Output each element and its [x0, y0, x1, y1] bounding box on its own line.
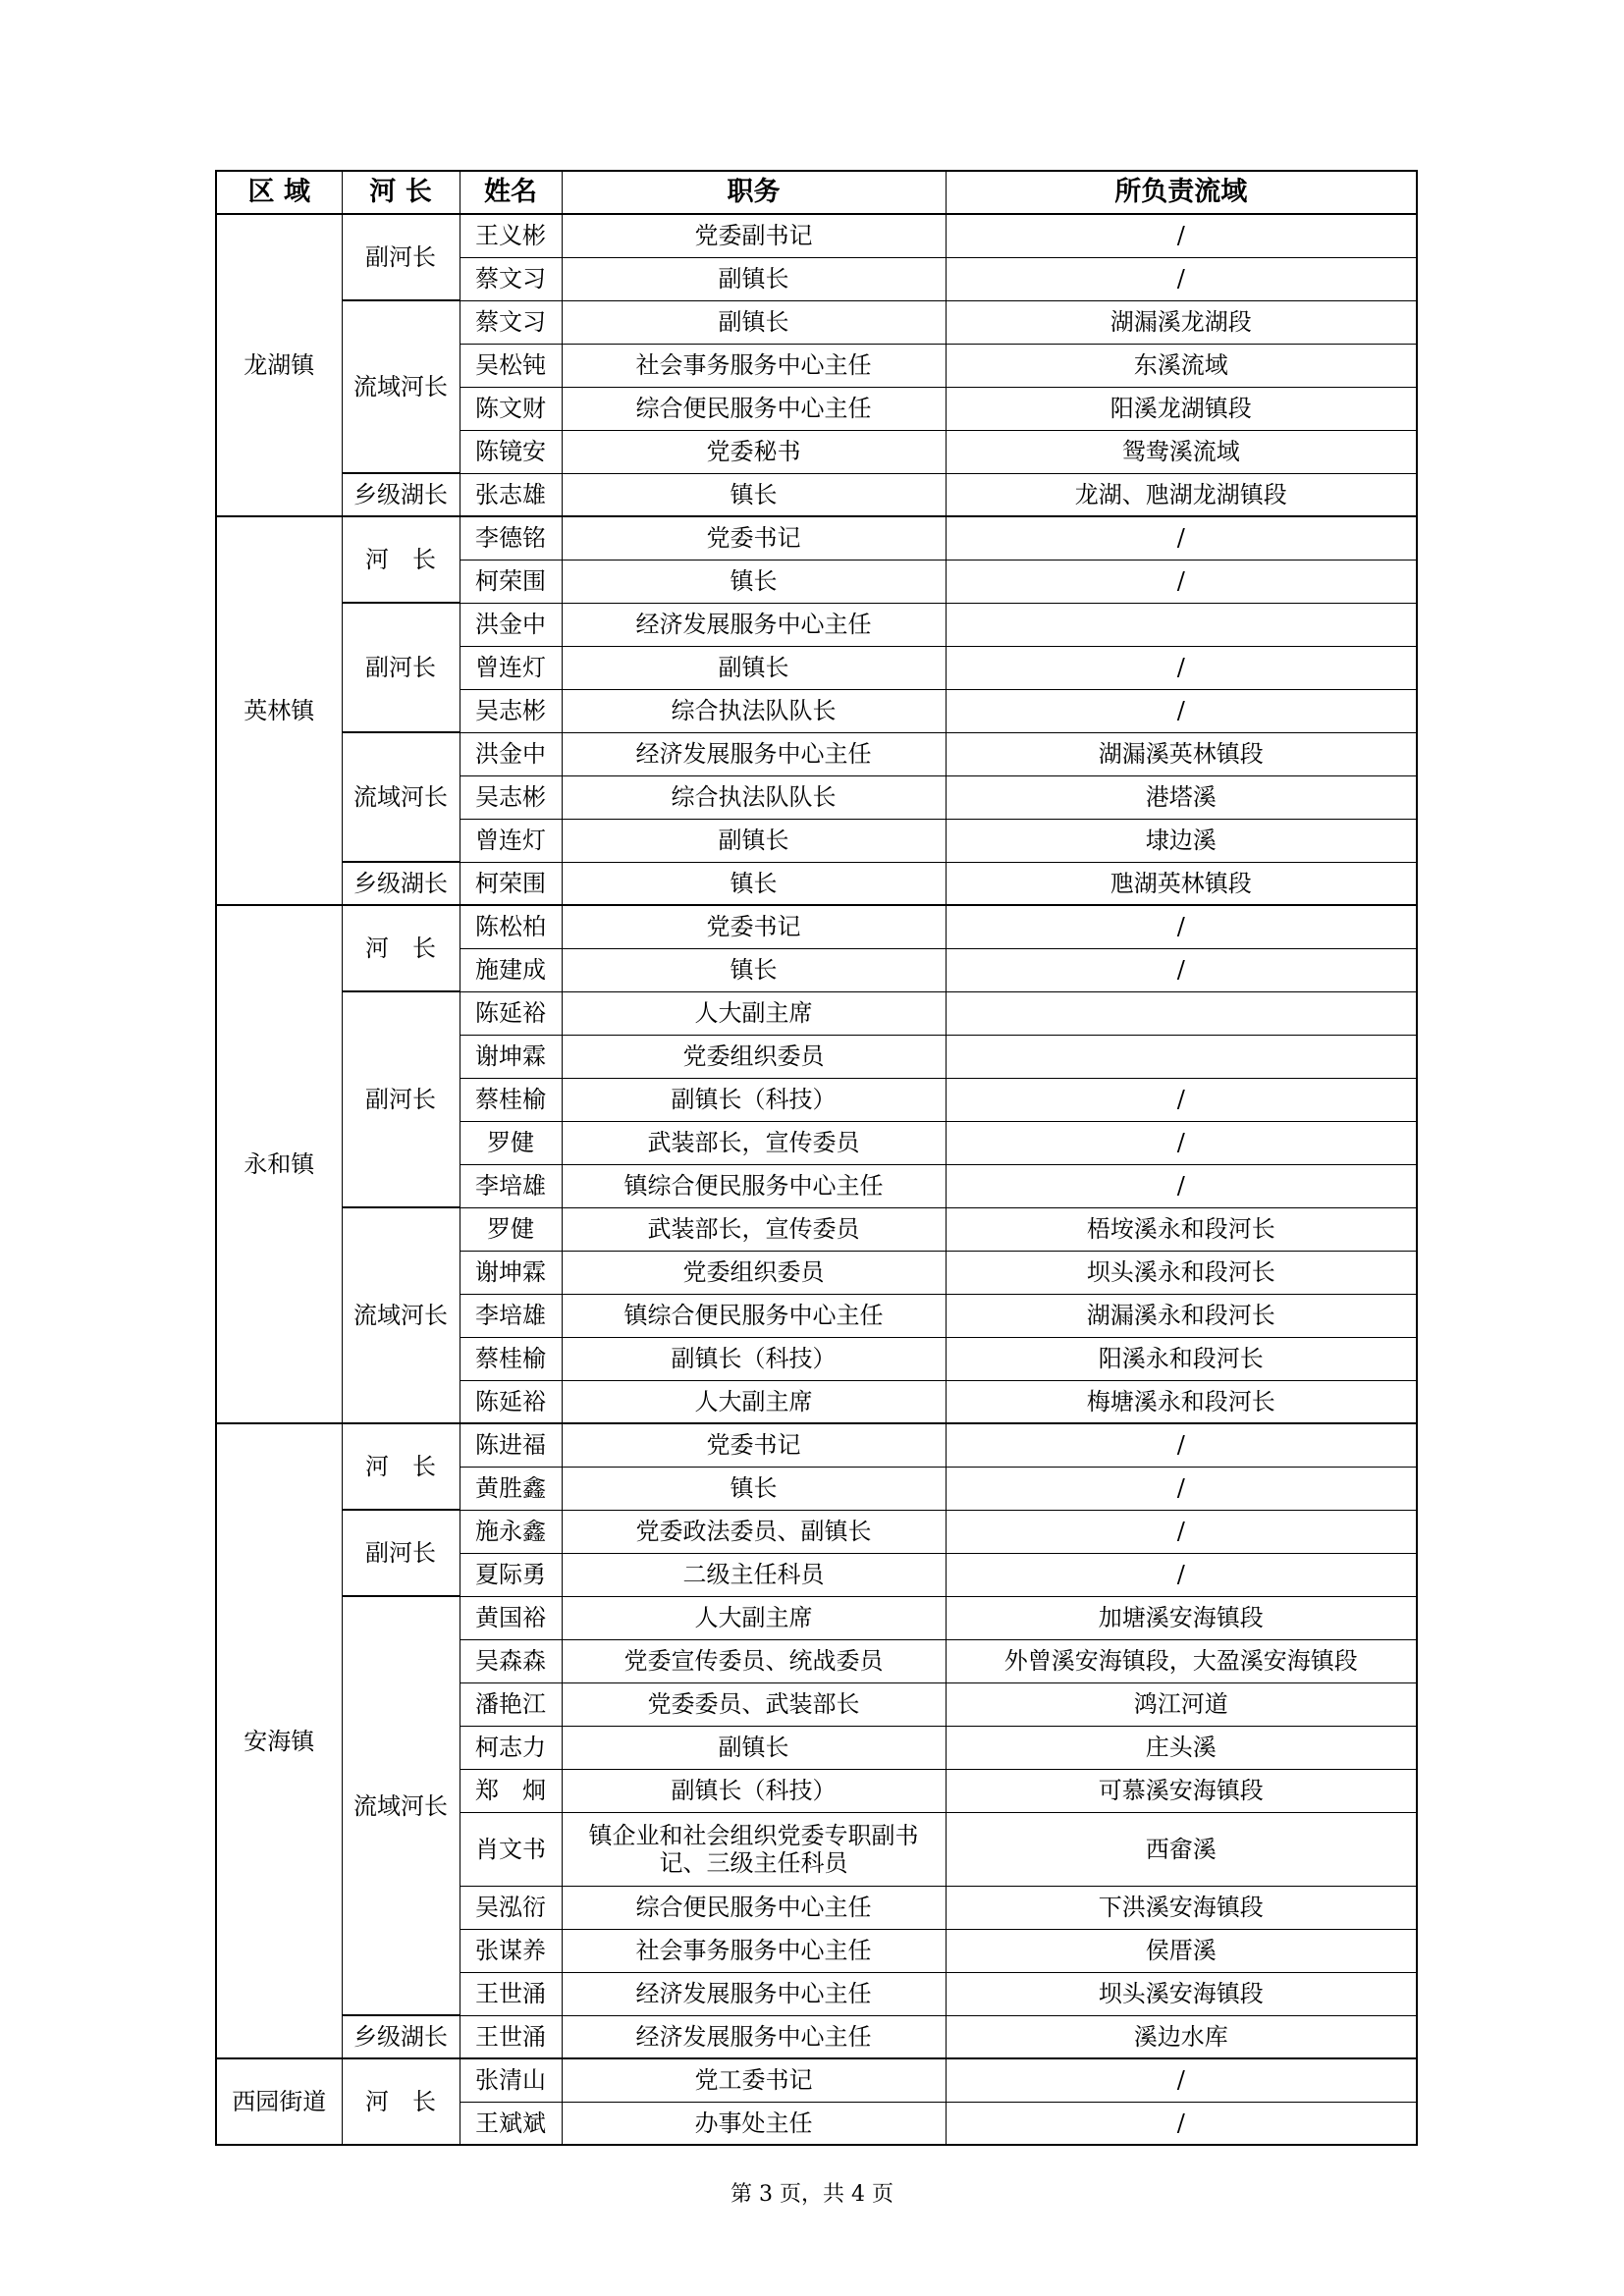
basin-cell: / — [946, 1467, 1417, 1510]
role-cell: 乡级湖长 — [342, 2015, 460, 2058]
basin-cell: 东溪流域 — [946, 344, 1417, 387]
name-cell: 陈松柏 — [460, 905, 562, 948]
position-cell: 副镇长 — [562, 257, 946, 300]
position-cell: 党委副书记 — [562, 214, 946, 257]
basin-cell: 外曾溪安海镇段，大盈溪安海镇段 — [946, 1639, 1417, 1682]
name-cell: 洪金中 — [460, 603, 562, 646]
name-cell: 柯志力 — [460, 1726, 562, 1769]
name-cell: 李德铭 — [460, 516, 562, 560]
table-row — [216, 603, 1417, 646]
name-cell: 王世涌 — [460, 1972, 562, 2015]
name-cell: 李培雄 — [460, 1164, 562, 1207]
name-cell: 陈延裕 — [460, 991, 562, 1035]
name-cell: 陈进福 — [460, 1423, 562, 1467]
position-cell: 党工委书记 — [562, 2058, 946, 2102]
position-cell: 镇长 — [562, 948, 946, 991]
name-cell: 罗健 — [460, 1121, 562, 1164]
name-cell: 黄胜鑫 — [460, 1467, 562, 1510]
name-cell: 夏际勇 — [460, 1553, 562, 1596]
position-cell: 综合便民服务中心主任 — [562, 387, 946, 430]
position-cell: 镇长 — [562, 560, 946, 603]
river-chief-table — [215, 170, 1418, 2146]
name-cell: 陈文财 — [460, 387, 562, 430]
name-cell: 吴志彬 — [460, 775, 562, 819]
name-cell: 曾连灯 — [460, 819, 562, 862]
position-cell: 副镇长（科技） — [562, 1078, 946, 1121]
name-cell: 黄国裕 — [460, 1596, 562, 1639]
name-cell: 蔡文习 — [460, 257, 562, 300]
position-cell: 镇综合便民服务中心主任 — [562, 1294, 946, 1337]
position-cell: 党委政法委员、副镇长 — [562, 1510, 946, 1553]
name-cell: 吴松钝 — [460, 344, 562, 387]
basin-cell: 庄头溪 — [946, 1726, 1417, 1769]
basin-cell: / — [946, 1164, 1417, 1207]
name-cell: 施永鑫 — [460, 1510, 562, 1553]
name-cell: 陈延裕 — [460, 1380, 562, 1423]
role-cell: 河 长 — [342, 516, 460, 603]
name-cell: 陈镜安 — [460, 430, 562, 473]
basin-cell: 坝头溪永和段河长 — [946, 1251, 1417, 1294]
basin-cell: / — [946, 1553, 1417, 1596]
name-cell: 张志雄 — [460, 473, 562, 516]
basin-cell: 梧垵溪永和段河长 — [946, 1207, 1417, 1251]
basin-cell: / — [946, 689, 1417, 732]
basin-cell: / — [946, 560, 1417, 603]
position-cell: 镇综合便民服务中心主任 — [562, 1164, 946, 1207]
basin-cell: 可慕溪安海镇段 — [946, 1769, 1417, 1812]
basin-cell: / — [946, 1078, 1417, 1121]
basin-cell: / — [946, 1423, 1417, 1467]
basin-cell: / — [946, 257, 1417, 300]
role-cell: 河 长 — [342, 1423, 460, 1510]
basin-cell: 埭边溪 — [946, 819, 1417, 862]
name-cell: 罗健 — [460, 1207, 562, 1251]
role-cell: 河 长 — [342, 905, 460, 991]
position-cell: 副镇长 — [562, 646, 946, 689]
position-cell: 党委秘书 — [562, 430, 946, 473]
position-cell: 副镇长（科技） — [562, 1337, 946, 1380]
name-cell: 柯荣围 — [460, 560, 562, 603]
role-cell: 流域河长 — [342, 1207, 460, 1423]
name-cell: 谢坤霖 — [460, 1035, 562, 1078]
position-cell: 副镇长 — [562, 1726, 946, 1769]
name-cell: 张谋养 — [460, 1929, 562, 1972]
region-cell: 英林镇 — [216, 516, 342, 905]
basin-cell: 西畲溪 — [946, 1812, 1417, 1886]
basin-cell: 鸿江河道 — [946, 1682, 1417, 1726]
basin-cell: / — [946, 214, 1417, 257]
position-cell: 经济发展服务中心主任 — [562, 603, 946, 646]
position-cell: 社会事务服务中心主任 — [562, 344, 946, 387]
name-cell: 李培雄 — [460, 1294, 562, 1337]
basin-cell: / — [946, 905, 1417, 948]
name-cell: 王斌斌 — [460, 2102, 562, 2145]
position-cell: 社会事务服务中心主任 — [562, 1929, 946, 1972]
basin-cell: 侯厝溪 — [946, 1929, 1417, 1972]
basin-cell: 阳溪永和段河长 — [946, 1337, 1417, 1380]
name-cell: 曾连灯 — [460, 646, 562, 689]
table-row — [216, 516, 1417, 560]
position-cell: 党委书记 — [562, 516, 946, 560]
position-cell: 人大副主席 — [562, 1380, 946, 1423]
table-row — [216, 2058, 1417, 2102]
table-row — [216, 732, 1417, 775]
name-cell: 王义彬 — [460, 214, 562, 257]
basin-cell: / — [946, 2058, 1417, 2102]
role-cell: 副河长 — [342, 1510, 460, 1596]
name-cell: 柯荣围 — [460, 862, 562, 905]
basin-cell: 湖漏溪英林镇段 — [946, 732, 1417, 775]
role-cell: 流域河长 — [342, 300, 460, 473]
header-basin: 所负责流域 — [946, 171, 1417, 214]
basin-cell: 港塔溪 — [946, 775, 1417, 819]
position-cell: 经济发展服务中心主任 — [562, 1972, 946, 2015]
table-row — [216, 1596, 1417, 1639]
region-cell: 西园街道 — [216, 2058, 342, 2145]
position-cell: 人大副主席 — [562, 991, 946, 1035]
page-footer: 第 3 页，共 4 页 — [731, 2182, 893, 2207]
basin-cell: 湖漏溪永和段河长 — [946, 1294, 1417, 1337]
basin-cell: / — [946, 1121, 1417, 1164]
name-cell: 谢坤霖 — [460, 1251, 562, 1294]
position-cell: 人大副主席 — [562, 1596, 946, 1639]
header-region: 区 域 — [216, 171, 342, 214]
region-cell: 安海镇 — [216, 1423, 342, 2058]
table-row — [216, 300, 1417, 344]
position-cell: 武装部长，宣传委员 — [562, 1207, 946, 1251]
basin-cell: / — [946, 2102, 1417, 2145]
position-cell: 综合执法队队长 — [562, 775, 946, 819]
basin-cell — [946, 1035, 1417, 1078]
role-cell: 副河长 — [342, 991, 460, 1207]
position-cell: 党委组织委员 — [562, 1035, 946, 1078]
position-cell: 党委书记 — [562, 905, 946, 948]
table-row — [216, 905, 1417, 948]
role-cell: 副河长 — [342, 603, 460, 732]
name-cell: 吴森森 — [460, 1639, 562, 1682]
position-cell: 办事处主任 — [562, 2102, 946, 2145]
position-cell: 党委组织委员 — [562, 1251, 946, 1294]
name-cell: 洪金中 — [460, 732, 562, 775]
position-cell: 镇长 — [562, 862, 946, 905]
table-row — [216, 473, 1417, 516]
position-cell: 武装部长，宣传委员 — [562, 1121, 946, 1164]
basin-cell: 鸳鸯溪流域 — [946, 430, 1417, 473]
role-cell: 流域河长 — [342, 732, 460, 862]
basin-cell: / — [946, 948, 1417, 991]
position-cell: 党委书记 — [562, 1423, 946, 1467]
table-row — [216, 1423, 1417, 1467]
table-row — [216, 1510, 1417, 1553]
region-cell: 龙湖镇 — [216, 214, 342, 516]
basin-cell: 梅塘溪永和段河长 — [946, 1380, 1417, 1423]
name-cell: 王世涌 — [460, 2015, 562, 2058]
name-cell: 郑 炯 — [460, 1769, 562, 1812]
name-cell: 张清山 — [460, 2058, 562, 2102]
position-cell: 副镇长 — [562, 300, 946, 344]
name-cell: 吴志彬 — [460, 689, 562, 732]
position-cell: 二级主任科员 — [562, 1553, 946, 1596]
position-cell: 镇企业和社会组织党委专职副书记、三级主任科员 — [562, 1812, 946, 1886]
name-cell: 肖文书 — [460, 1812, 562, 1886]
role-cell: 河 长 — [342, 2058, 460, 2145]
position-cell: 党委委员、武装部长 — [562, 1682, 946, 1726]
name-cell: 蔡文习 — [460, 300, 562, 344]
table-row — [216, 862, 1417, 905]
position-cell: 经济发展服务中心主任 — [562, 2015, 946, 2058]
table-row — [216, 2015, 1417, 2058]
header-role: 河 长 — [342, 171, 460, 214]
table-row — [216, 214, 1417, 257]
basin-cell: 龙湖、虺湖龙湖镇段 — [946, 473, 1417, 516]
table-row — [216, 1207, 1417, 1251]
basin-cell: / — [946, 646, 1417, 689]
basin-cell — [946, 991, 1417, 1035]
position-cell: 综合执法队队长 — [562, 689, 946, 732]
position-cell: 综合便民服务中心主任 — [562, 1886, 946, 1929]
basin-cell: 下洪溪安海镇段 — [946, 1886, 1417, 1929]
position-cell: 副镇长（科技） — [562, 1769, 946, 1812]
basin-cell: 阳溪龙湖镇段 — [946, 387, 1417, 430]
role-cell: 流域河长 — [342, 1596, 460, 2015]
role-cell: 乡级湖长 — [342, 862, 460, 905]
header-position: 职务 — [562, 171, 946, 214]
basin-cell: 湖漏溪龙湖段 — [946, 300, 1417, 344]
position-cell: 副镇长 — [562, 819, 946, 862]
role-cell: 副河长 — [342, 214, 460, 300]
position-cell: 经济发展服务中心主任 — [562, 732, 946, 775]
basin-cell: / — [946, 516, 1417, 560]
name-cell: 施建成 — [460, 948, 562, 991]
table-body — [216, 214, 1417, 2145]
name-cell: 吴泓衍 — [460, 1886, 562, 1929]
position-cell: 镇长 — [562, 1467, 946, 1510]
table-row — [216, 991, 1417, 1035]
name-cell: 潘艳江 — [460, 1682, 562, 1726]
basin-cell: 加塘溪安海镇段 — [946, 1596, 1417, 1639]
basin-cell: 坝头溪安海镇段 — [946, 1972, 1417, 2015]
basin-cell: / — [946, 1510, 1417, 1553]
basin-cell: 溪边水库 — [946, 2015, 1417, 2058]
name-cell: 蔡桂榆 — [460, 1337, 562, 1380]
position-cell: 党委宣传委员、统战委员 — [562, 1639, 946, 1682]
table-header-row — [216, 171, 1417, 214]
region-cell: 永和镇 — [216, 905, 342, 1423]
basin-cell: 虺湖英林镇段 — [946, 862, 1417, 905]
header-name: 姓名 — [460, 171, 562, 214]
position-cell: 镇长 — [562, 473, 946, 516]
basin-cell — [946, 603, 1417, 646]
role-cell: 乡级湖长 — [342, 473, 460, 516]
name-cell: 蔡桂榆 — [460, 1078, 562, 1121]
